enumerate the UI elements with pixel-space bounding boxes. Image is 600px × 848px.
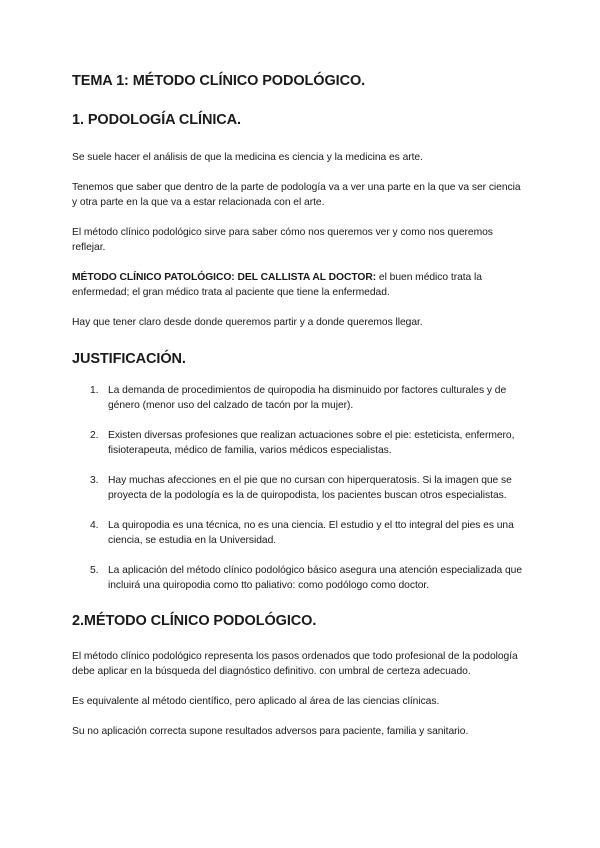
list-item [72,473,528,503]
paragraph: Su no aplicación correcta supone resultados adversos para paciente, familia y sanitario. [72,726,469,737]
list-item-text: Hay muchas afecciones en el pie que no cursan con hiperqueratosis. Si la imagen que se proyecta de la podología es la de quiropodista, los pacientes buscan otros especialistas. [108,475,512,501]
list-item-number: 1. [90,385,99,396]
justification-list [72,383,528,593]
paragraph: El método clínico podológico sirve para saber cómo nos queremos ver y como nos queremos reflejar. [72,227,493,253]
list-item-number: 2. [90,430,99,441]
list-item-text: La quiropodia es una técnica, no es una ciencia. El estudio y el tto integral del pies es una ciencia, se estudia en la Universidad. [108,520,514,546]
bold-lead-text: MÉTODO CLÍNICO PATOLÓGICO: DEL CALLISTA AL DOCTOR: [72,272,377,283]
section-heading-metodo-clinico: 2.MÉTODO CLÍNICO PODOLÓGICO. [72,613,317,629]
section-heading-justificacion: JUSTIFICACIÓN. [72,351,186,367]
list-item-number: 3. [90,475,99,486]
list-item [72,383,528,413]
list-item-number: 4. [90,520,99,531]
list-item-text: La aplicación del método clínico podológico básico asegura una atención especializada que incluirá una quiropodia como tto paliativo: como podólogo como doctor. [108,565,523,591]
list-item-text: Existen diversas profesiones que realizan actuaciones sobre el pie: esteticista, enfermero, fisioterapeuta, médico de familia, varios médicos especialistas. [108,430,515,456]
paragraph: Hay que tener claro desde donde queremos partir y a donde queremos llegar. [72,317,423,328]
section-heading-podologia-clinica: 1. PODOLOGÍA CLÍNICA. [72,112,241,128]
paragraph: Se suele hacer el análisis de que la medicina es ciencia y la medicina es arte. [72,152,423,163]
paragraph-bold-lead [72,270,528,300]
document-title: TEMA 1: MÉTODO CLÍNICO PODOLÓGICO. [72,73,366,89]
list-item-number: 5. [90,565,99,576]
paragraph: El método clínico podológico representa los pasos ordenados que todo profesional de la podología debe aplicar en la búsqueda del diagnóstico definitivo. con umbral de certeza adecuado. [72,651,518,677]
list-item [72,518,528,548]
paragraph-rest-text: el buen médico trata la enfermedad; el gran médico trata al paciente que tiene la enfermedad. [72,272,482,298]
list-item [72,563,528,593]
paragraph: Tenemos que saber que dentro de la parte de podología va a ver una parte en la que va ser ciencia y otra parte en la que va a estar relacionada con el arte. [72,182,521,208]
list-item-text: La demanda de procedimientos de quiropodia ha disminuido por factores culturales y de género (menor uso del calzado de tacón por la mujer). [108,385,507,411]
list-item [72,428,528,458]
paragraph: Es equivalente al método científico, pero aplicado al área de las ciencias clínicas. [72,696,440,707]
